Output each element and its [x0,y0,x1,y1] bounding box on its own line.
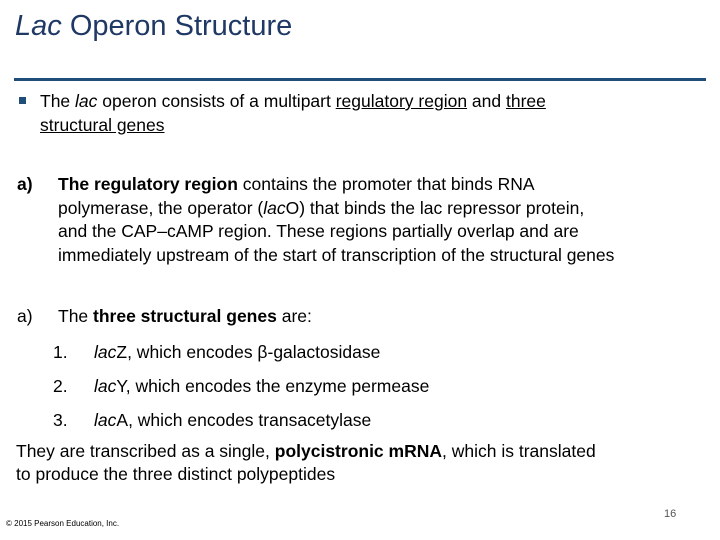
closing-bold: polycistronic mRNA [274,441,442,461]
gene-letter: Z [116,342,128,362]
gene-desc: , which encodes β-galactosidase [127,342,381,362]
gene-desc: , which encodes the enzyme permease [125,376,430,396]
item-a-marker-2: a) [17,306,33,326]
closing-paragraph [16,440,696,486]
gene-letter: A [116,410,129,430]
gene-number: 1. [53,342,68,362]
genes-intro-bold: three structural genes [93,306,277,326]
regulatory-region-paragraph [58,173,708,267]
gene-lac: lac [94,376,117,396]
intro-text-b: operon consists of a multipart [97,91,336,111]
genes-intro-b: are: [276,306,312,326]
page-number: 16 [664,508,677,520]
reg-bold: The regulatory region [58,174,238,194]
intro-text-c: and [467,91,506,111]
gene-item [94,341,380,363]
intro-text-a: The [40,91,76,111]
reg-line-2 [58,197,708,221]
square-bullet-icon [19,97,26,104]
gene-item [94,409,371,431]
slide-title [15,6,292,46]
reg-line2-b: O) that binds the lac repressor protein, [285,197,585,218]
title-rest: Operon Structure [61,10,293,42]
gene-lac: lac [94,410,117,430]
gene-number: 2. [53,376,68,396]
intro-regulatory-region: regulatory region [335,91,468,111]
intro-line-1 [40,90,546,112]
gene-letter: Y [116,376,126,396]
gene-desc: , which encodes transacetylase [128,410,372,430]
intro-three: three [505,91,546,111]
structural-genes-intro [58,305,312,327]
intro-structural-genes: structural genes [40,115,165,135]
item-a-marker-1: a) [17,174,33,194]
closing-line-1 [16,440,696,463]
reg-line-1 [58,173,708,197]
closing-b: , which is translated [442,441,596,461]
genes-intro-a: The [58,306,94,326]
reg-line-3: and the CAP–cAMP region. These regions partially overlap and are [58,221,579,241]
intro-lac: lac [75,91,98,111]
reg-rest: contains the promoter that binds RNA [237,174,535,194]
intro-line-2 [40,114,165,136]
closing-line-2: to produce the three distinct polypeptides [16,464,336,484]
reg-line2-lac: lac [263,197,286,218]
gene-item [94,375,429,397]
title-italic: Lac [15,10,62,42]
closing-a: They are transcribed as a single, [16,441,275,461]
reg-line-4: immediately upstream of the start of transcription of the structural genes [58,244,615,265]
reg-line2-a: polymerase, the operator ( [58,197,264,218]
copyright-notice: © 2015 Pearson Education, Inc. [6,519,120,528]
gene-lac: lac [94,342,117,362]
gene-number: 3. [53,410,68,430]
title-divider [14,78,706,81]
